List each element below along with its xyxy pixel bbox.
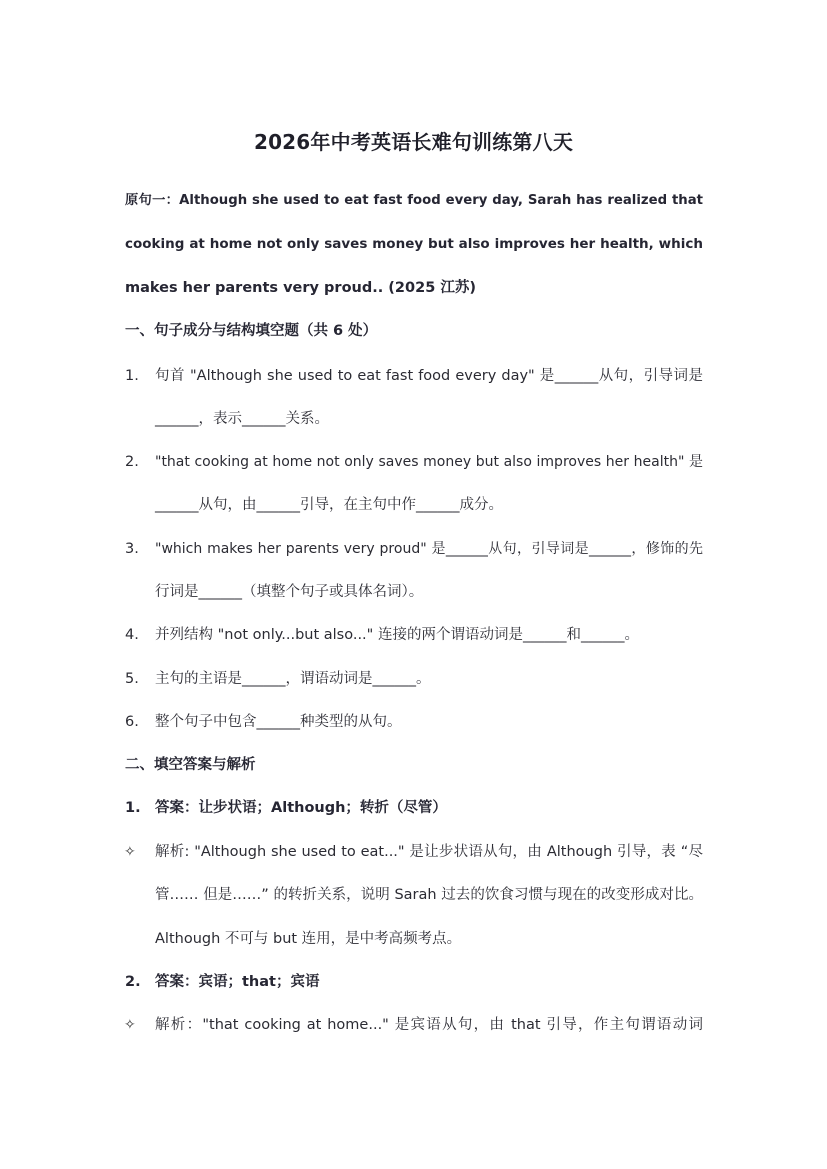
section-1-heading: 一、句子成分与结构填空题（共 6 处） (125, 323, 378, 339)
item-number: 1. (125, 368, 139, 384)
item-5-line-1: 主句的主语是______，谓语动词是______。 (155, 671, 431, 687)
item-6-line-1: 整个句子中包含______种类型的从句。 (155, 714, 402, 730)
section-2-heading: 二、填空答案与解析 (125, 757, 256, 773)
original-sentence-line-1: 原句一：Although she used to eat fast food every day, Sarah has realized that (125, 193, 703, 208)
answer-number: 2. (125, 974, 141, 990)
item-2-line-1: "that cooking at home not only saves money but also improves her health" 是 (155, 454, 703, 470)
analysis-1-line-1: 解析: "Although she used to eat..." 是让步状语从句，由 Although 引导，表 “尽 (155, 844, 703, 860)
original-sentence-line-2: cooking at home not only saves money but also improves her health, which (125, 236, 703, 252)
item-number: 2. (125, 454, 139, 470)
item-1-line-2: ______，表示______关系。 (155, 411, 329, 427)
diamond-bullet-icon: ✧ (124, 844, 136, 860)
analysis-1-line-3: Although 不可与 but 连用，是中考高频考点。 (155, 931, 462, 947)
item-3-line-2: 行词是______（填整个句子或具体名词）。 (155, 584, 424, 600)
analysis-2-line-1: 解析："that cooking at home..." 是宾语从句，由 that 引导，作主句谓语动词 (155, 1017, 703, 1033)
diamond-bullet-icon: ✧ (124, 1017, 136, 1033)
answer-1: 答案：让步状语；Although；转折（尽管） (155, 800, 447, 816)
item-1-line-1: 句首 "Although she used to eat fast food every day" 是______从句，引导词是 (155, 368, 703, 384)
answer-number: 1. (125, 800, 141, 816)
page-title: 2026年中考英语长难句训练第八天 (253, 130, 574, 154)
original-sentence-line-3: makes her parents very proud.. (2025 江苏) (125, 280, 476, 296)
item-number: 6. (125, 714, 139, 730)
item-4-line-1: 并列结构 "not only...but also..." 连接的两个谓语动词是______和______。 (155, 627, 639, 643)
answer-2: 答案：宾语；that；宾语 (155, 974, 320, 990)
item-2-line-2: ______从句，由______引导，在主句中作______成分。 (155, 497, 503, 513)
analysis-1-line-2: 管…… 但是……” 的转折关系，说明 Sarah 过去的饮食习惯与现在的改变形成对比。 (155, 887, 703, 903)
item-number: 4. (125, 627, 139, 643)
item-number: 3. (125, 541, 139, 557)
item-number: 5. (125, 671, 139, 687)
item-3-line-1: "which makes her parents very proud" 是______从句，引导词是______，修饰的先 (155, 541, 703, 557)
